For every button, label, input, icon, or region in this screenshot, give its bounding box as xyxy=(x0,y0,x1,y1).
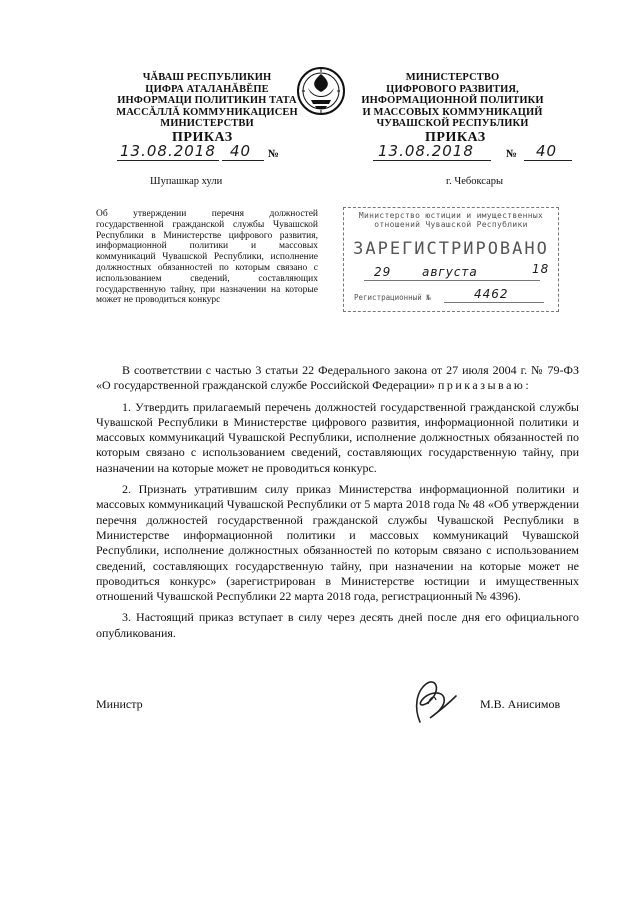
right-number-line xyxy=(524,160,572,161)
stamp-reg-underline xyxy=(444,302,544,303)
header-right-line: ЦИФРОВОГО РАЗВИТИЯ, xyxy=(386,83,519,95)
stamp-date-row xyxy=(344,262,558,287)
left-date-line xyxy=(117,160,219,161)
stamp-date-underline xyxy=(364,280,540,281)
header-right-line: ЧУВАШСКОЙ РЕСПУБЛИКИ xyxy=(376,118,529,129)
signatory-position: Министр xyxy=(96,697,143,711)
right-number-sign: № xyxy=(506,148,518,160)
right-number: 40 xyxy=(536,142,558,160)
header-left-line: ЦИФРА АТАЛАНĂВĔПЕ xyxy=(145,83,269,95)
left-number-line xyxy=(222,160,264,161)
header-left-line: ЧĂВАШ РЕСПУБЛИКИН xyxy=(142,72,272,83)
left-number-sign: № xyxy=(268,148,280,160)
right-date-line xyxy=(373,160,491,161)
header-right-line: ИНФОРМАЦИОННОЙ ПОЛИТИКИ xyxy=(361,95,544,106)
stamp-ministry-line2: отношений Чувашской Республики xyxy=(374,220,528,229)
left-number: 40 xyxy=(230,142,252,160)
emblem-icon xyxy=(296,66,346,116)
stamp-ministry-line1: Министерство юстиции и имущественных xyxy=(358,211,544,220)
stamp-year: 18 xyxy=(532,262,550,276)
body-paragraph-2: 2. Признать утратившим силу приказ Министерства информационной политики и массовых коммуникаций Чувашской Республики от 5 марта 2018 года № 48 «Об утверждении перечня должностей государственной гражданской службы Чувашской Республики в Министерстве информационной политики и массовых коммуникаций Чувашской Республики, исполнение должностных обязанностей по которым связано с использованием сведений, составляющих государственную тайну, при назначении на которые может не проводиться конкурс» (зарегистрирован в Министерстве юстиции и имущественных отношений Чувашской Республики 22 марта 2018 года, регистрационный № 4396). xyxy=(96,482,579,604)
header-right-line: И МАССОВЫХ КОММУНИКАЦИЙ xyxy=(362,106,543,118)
stamp-reg-number: 4462 xyxy=(474,287,509,301)
right-place: г. Чебоксары xyxy=(446,176,504,187)
stamp-reg-label: Регистрационный № xyxy=(354,293,431,302)
body-intro xyxy=(96,363,579,394)
stamp-reg-row xyxy=(344,287,558,305)
header-right-line: МИНИСТЕРСТВО xyxy=(405,72,500,83)
left-place: Шупашкар хули xyxy=(150,176,223,187)
header-left-line: МИНИСТЕРСТВИ xyxy=(160,118,254,129)
signatory-name: М.В. Анисимов xyxy=(480,697,561,711)
handwritten-signature xyxy=(400,678,470,726)
header-left-line: ИНФОРМАЦИ ПОЛИТИКИН ТАТА xyxy=(117,95,297,106)
right-date: 13.08.2018 xyxy=(378,142,474,160)
order-body xyxy=(96,363,579,641)
body-paragraph-1: 1. Утвердить прилагаемый перечень должностей государственной гражданской службы Чувашской Республики в Министерстве цифрового развития, информационной политики и массовых коммуникаций Чувашской Республики, исполнение должностных обязанностей по которым связано с использованием сведений, составляющих государственную тайну, при назначении на которые может не проводиться конкурс. xyxy=(96,399,579,475)
stamp-day: 29 xyxy=(374,265,392,279)
header-right-org xyxy=(355,72,550,130)
header-left-org xyxy=(112,72,302,130)
order-title-right: ПРИКАЗ xyxy=(425,130,486,145)
stamp-month: августа xyxy=(422,265,478,279)
body-paragraph-3: 3. Настоящий приказ вступает в силу через десять дней после дня его официального опубликования. xyxy=(96,610,579,640)
left-date: 13.08.2018 xyxy=(120,142,216,160)
body-intro-text: В соответствии с частью 3 статьи 22 Федерального закона от 27 июля 2004 г. № 79-ФЗ «О государственной гражданской службе Российской Федерации» xyxy=(96,363,579,393)
header-left-line: МАССĂЛЛĂ КОММУНИКАЦИСЕН xyxy=(116,106,298,118)
body-intro-order-word: приказываю: xyxy=(437,378,532,393)
stamp-registered: ЗАРЕГИСТРИРОВАНО xyxy=(353,239,549,259)
order-subject: Об утверждении перечня должностей государственной гражданской службы Чувашской Республики в Министерстве цифрового развития, информационной политики и массовых коммуникаций Чувашской Республики, исполнение должностных обязанностей по которым связано с использованием сведений, составляющих государственную тайну, при назначении на которые может не проводиться конкурс xyxy=(96,209,318,306)
order-title-left: ПРИКАЗ xyxy=(172,130,233,145)
registration-stamp xyxy=(343,207,559,312)
